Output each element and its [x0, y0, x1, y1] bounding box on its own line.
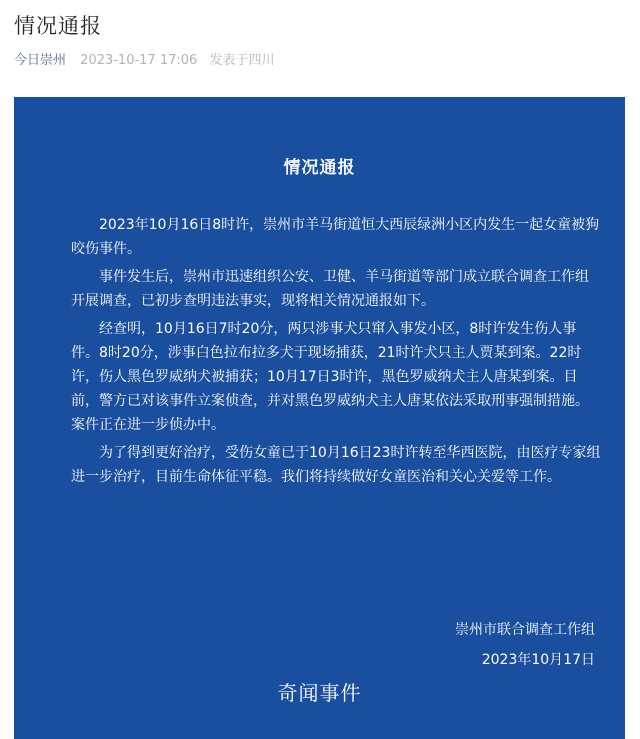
notice-paragraph: 经查明，10月16日7时20分，两只涉事犬只窜入事发小区，8时许发生伤人事件。8时20分，涉事白色拉布拉多犬于现场捕获，21时许犬只主人贾某到案。22时许，伤人黑色罗威纳犬被捕获；10月17日3时许，黑色罗威纳犬主人唐某到案。目前，警方已对该事件立案侦查，并对黑色罗威纳犬主人唐某依法采取刑事强制措施。案件正在进一步侦办中。: [71, 321, 589, 433]
notice-body: [71, 213, 601, 493]
article-meta: [14, 49, 274, 68]
publish-time: 2023-10-17 17:06: [80, 53, 198, 68]
notice-image[interactable]: [14, 97, 625, 739]
article-title: 情况通报: [14, 14, 102, 38]
notice-paragraph: 为了得到更好治疗，受伤女童已于10月16日23时许转至华西医院，由医疗专家组进一步治疗，目前生命体征平稳。我们将持续做好女童医治和关心关爱等工作。: [71, 445, 601, 485]
publish-location: 发表于四川: [209, 53, 275, 68]
notice-heading: 情况通报: [283, 158, 356, 178]
notice-paragraph: 事件发生后，崇州市迅速组织公安、卫健、羊马街道等部门成立联合调查工作组开展调查，已初步查明违法事实，现将相关情况通报如下。: [71, 269, 589, 309]
notice-date: 2023年10月17日: [481, 652, 595, 668]
notice-paragraph: 2023年10月16日8时许，崇州市羊马街道恒大西辰绿洲小区内发生一起女童被狗咬伤事件。: [71, 217, 600, 257]
watermark-text: 奇闻事件: [277, 681, 362, 705]
author-link[interactable]: 今日崇州: [14, 53, 67, 68]
notice-signer: 崇州市联合调查工作组: [455, 622, 595, 638]
